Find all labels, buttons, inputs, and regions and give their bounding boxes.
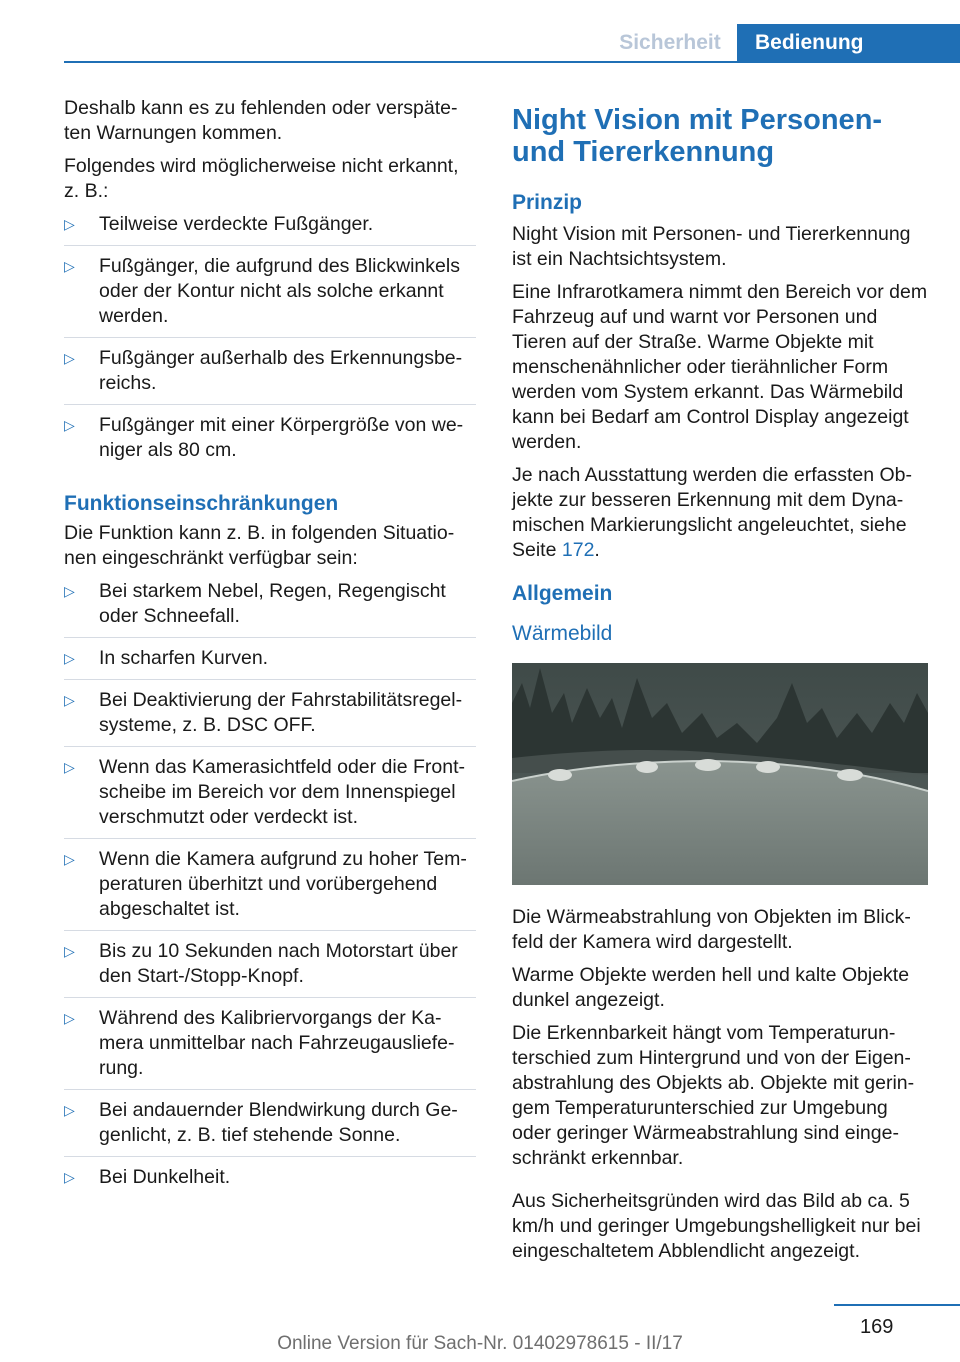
heading-waermebild: Wärmebild [512,622,613,645]
list-item [64,212,476,246]
triangle-right-icon: ▷ [64,258,75,274]
paragraph: Die Erkennbarkeit hängt vom Temperaturun-terschied zum Hintergrund und von der Eigen-abstrahlung des Objekts ab. Objekte mit gerin-gem Temperaturunterschied zur Umgebung oder geringer Wärmeabstrahlung sind einge-schränkt erkennbar. [512,1022,915,1169]
list-item [64,413,476,471]
list-item-text: Während des Kalibriervorgangs der Ka-mera unmittelbar nach Fahrzeugausliefe-rung. [99,1007,455,1079]
list-item-text: Bis zu 10 Sekunden nach Motorstart über den Start-/Stopp-Knopf. [99,940,458,987]
list-item [64,1006,476,1090]
list-item-text: Fußgänger außerhalb des Erkennungsbe-reichs. [99,347,463,394]
triangle-right-icon: ▷ [64,1010,75,1026]
title-line: und Tiererkennung [512,136,775,168]
triangle-right-icon: ▷ [64,350,75,366]
paragraph: Eine Infrarotkamera nimmt den Bereich vor dem Fahrzeug auf und warnt vor Personen und Tieren auf der Straße. Warme Objekte mit menschenähnlicher oder tierähnlicher Form werden vom System erkannt. Das Wärmebild kann bei Bedarf am Control Display angezeigt werden. [512,281,928,453]
list-item-text: Bei starkem Nebel, Regen, Regengischt oder Schneefall. [99,580,446,627]
paragraph: Folgendes wird möglicherweise nicht erkannt, z. B.: [64,155,459,202]
list-item-text: Bei Deaktivierung der Fahrstabilitätsregel-systeme, z. B. DSC OFF. [99,689,463,736]
list-item [64,254,476,338]
triangle-right-icon: ▷ [64,650,75,666]
triangle-right-icon: ▷ [64,692,75,708]
paragraph: Die Wärmeabstrahlung von Objekten im Blick-feld der Kamera wird dargestellt. [512,906,911,953]
page-title [512,104,928,168]
page-number: 169 [860,1316,894,1338]
page-header [0,0,960,64]
undetected-list [64,212,476,471]
thermal-image [512,663,928,885]
paragraph: Warme Objekte werden hell und kalte Objekte dunkel angezeigt. [512,964,910,1011]
thermal-animal [636,761,658,773]
tab-bedienung[interactable]: Bedienung [737,24,960,62]
list-item [64,847,476,931]
paragraph: Night Vision mit Personen- und Tiererkennung ist ein Nachtsichtsystem. [512,223,911,270]
triangle-right-icon: ▷ [64,1102,75,1118]
heading-allgemein: Allgemein [512,582,613,605]
triangle-right-icon: ▷ [64,759,75,775]
list-item [64,1098,476,1157]
list-item-text: Wenn die Kamera aufgrund zu hoher Tem-peraturen überhitzt und vorübergehend abgeschaltet ist. [99,848,467,920]
heading-prinzip: Prinzip [512,191,583,214]
paragraph-text: Je nach Ausstattung werden die erfassten Ob-jekte zur besseren Erkennung mit dem Dyna-mischen Markierungslicht angeleuchtet, siehe Seite [512,464,912,561]
paragraph: Die Funktion kann z. B. in folgenden Situatio-nen eingeschränkt verfügbar sein: [64,522,455,569]
triangle-right-icon: ▷ [64,1169,75,1185]
thermal-animal [548,769,572,781]
list-item [64,646,476,680]
online-version-note: Online Version für Sach-Nr. 01402978615 - II/17 [277,1333,683,1354]
page-reference-link[interactable]: 172 [561,539,595,561]
paragraph [512,463,928,563]
left-column [64,96,476,1206]
list-item [64,346,476,405]
triangle-right-icon: ▷ [64,851,75,867]
triangle-right-icon: ▷ [64,216,75,232]
list-item [64,939,476,998]
right-column [512,96,928,1272]
thermal-ground [512,761,928,885]
paragraph: Aus Sicherheitsgründen wird das Bild ab ca. 5 km/h und geringer Umgebungshelligkeit nur bei eingeschaltetem Abblendlicht angezeigt. [512,1190,921,1262]
list-item [64,1165,476,1198]
limitations-list [64,579,476,1198]
list-item-text: Fußgänger mit einer Körpergröße von we-niger als 80 cm. [99,414,464,461]
thermal-animal [695,759,721,771]
paragraph-text: . [594,539,600,561]
list-item [64,688,476,747]
list-item-text: Bei Dunkelheit. [99,1166,231,1188]
list-item [64,579,476,638]
triangle-right-icon: ▷ [64,417,75,433]
tab-sicherheit[interactable]: Sicherheit [619,31,721,54]
header-divider [64,61,960,63]
paragraph: Deshalb kann es zu fehlenden oder verspäte-ten Warnungen kommen. [64,97,458,144]
triangle-right-icon: ▷ [64,583,75,599]
list-item-text: Teilweise verdeckte Fußgänger. [99,213,374,235]
list-item [64,755,476,839]
list-item-text: Bei andauernder Blendwirkung durch Ge-genlicht, z. B. tief stehende Sonne. [99,1099,458,1146]
footer-divider [834,1304,960,1306]
list-item-text: In scharfen Kurven. [99,647,269,669]
thermal-animal [756,761,780,773]
thermal-animal [837,769,863,781]
title-line: Night Vision mit Personen- [512,104,883,136]
list-item-text: Wenn das Kamerasichtfeld oder die Front-scheibe im Bereich vor dem Innenspiegel verschmutzt oder verdeckt ist. [99,756,465,828]
triangle-right-icon: ▷ [64,943,75,959]
section-heading-funktionseinschraenkungen: Funktionseinschränkungen [64,492,339,515]
list-item-text: Fußgänger, die aufgrund des Blickwinkels oder der Kontur nicht als solche erkannt werden. [99,255,460,327]
